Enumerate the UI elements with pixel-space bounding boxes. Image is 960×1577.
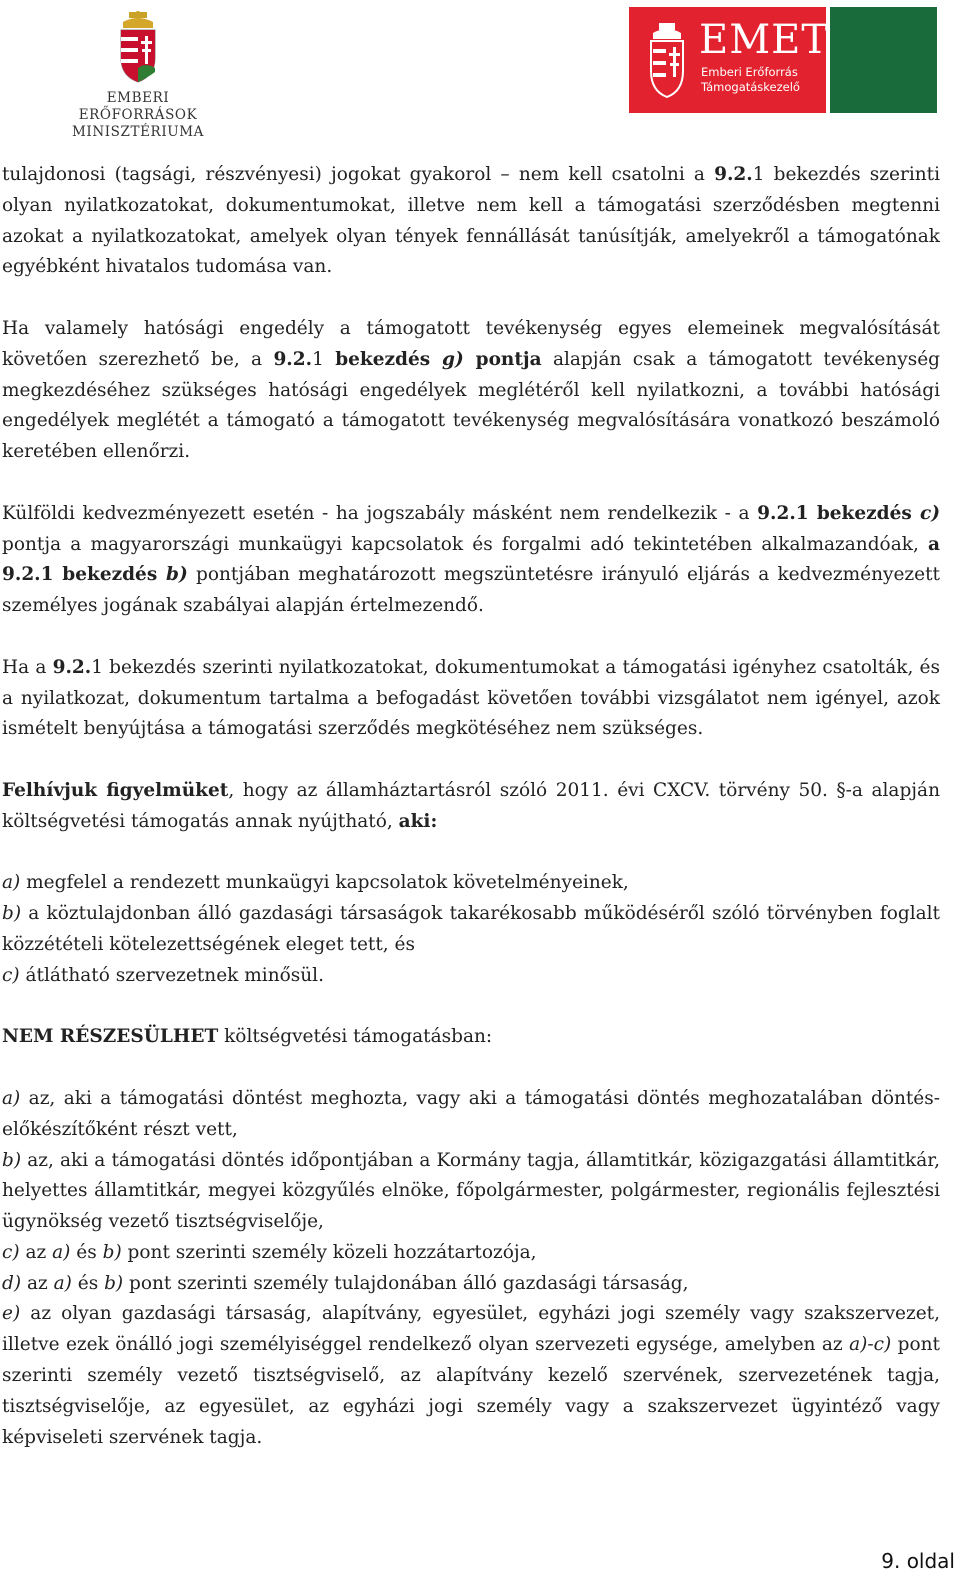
bold-italic-text: g)	[442, 348, 464, 370]
bold-text: 9.2.	[273, 348, 313, 370]
list-text: pont szerinti személy tulajdonában álló gazdasági társaság,	[123, 1272, 689, 1294]
list-item	[2, 1146, 940, 1238]
bold-italic-text: c)	[919, 502, 940, 524]
text: Ha a	[2, 656, 53, 678]
text: Külföldi kedvezményezett esetén - ha jogszabály másként nem rendelkezik - a	[2, 502, 758, 524]
list-text: pont szerinti személy közeli hozzátartozója,	[121, 1241, 537, 1263]
emet-logo-green-block	[830, 7, 937, 113]
list-label: e)	[2, 1303, 21, 1325]
bold-text: Felhívjuk figyelmüket	[2, 779, 229, 801]
list-label: a)	[2, 872, 21, 894]
list-text: és	[71, 1272, 105, 1294]
bold-text: a 9.2.1 bekezdés	[2, 533, 940, 586]
bold-text: 9.2.1 bekezdés	[757, 502, 920, 524]
list-text: átlátható szervezetnek minősül.	[19, 964, 324, 986]
list-label: b)	[2, 903, 22, 925]
text: pontjában meghatározott megszüntetésre irányuló eljárás a kedvezményezett személyes jogának szabályai alapján értelmezendő.	[2, 564, 940, 617]
list-label: b)	[2, 1149, 22, 1171]
paragraph-4	[2, 653, 940, 745]
bold-text: bekezdés	[335, 348, 443, 370]
text: 1 bekezdés szerinti olyan nyilatkozatokat, dokumentumokat, illetve nem kell a támogatási szerződésben megtenni azokat a nyilatkozatokat, amelyek olyan tények fennállását tanúsítják, amelyekről a támogatónak egyébként hivatalos tudomása van.	[2, 164, 940, 278]
list-text: az, aki a támogatási döntést meghozta, vagy aki a támogatási döntés meghozatalában döntés-előkészítőként részt vett,	[2, 1087, 940, 1140]
italic-text: b)	[102, 1241, 122, 1263]
italic-text: a)	[53, 1272, 72, 1294]
list-label: c)	[2, 1241, 20, 1263]
list-label: a)	[2, 1087, 21, 1109]
list-text: a köztulajdonban álló gazdasági társaságok takarékosabb működéséről szóló törvényben foglalt közzétételi kötelezettségének eleget tett, és	[2, 903, 940, 955]
bold-text: pontja	[463, 348, 542, 370]
emet-logo-red-block	[629, 7, 830, 113]
list-item	[2, 1269, 940, 1300]
list-item	[2, 1299, 940, 1453]
text: költségvetési támogatásban:	[218, 1026, 493, 1048]
document-body	[2, 160, 940, 1453]
ministry-name-line1: EMBERI ERŐFORRÁSOK	[78, 90, 198, 123]
list-item	[2, 868, 940, 899]
list-text: az	[19, 1241, 53, 1263]
text: alapján csak a támogatott tevékenység megkezdéséhez szükséges hatósági engedélyek meglétéről kell nyilatkozni, a további hatósági engedélyek meglétét a támogató a támogatott tevékenység megvalósítására vonatkozó beszámoló keretében ellenőrzi.	[2, 348, 940, 463]
text: pontja a magyarországi munkaügyi kapcsolatok és forgalmi adó tekintetében alkalmazandóak,	[2, 533, 928, 555]
emet-subtitle-line2: Támogatáskezelő	[701, 80, 800, 94]
emet-title: EMET	[699, 17, 830, 63]
text: tulajdonosi (tagsági, részvényesi) jogokat gyakorol – nem kell csatolni a	[2, 164, 715, 185]
list-item	[2, 1084, 940, 1146]
emet-logo	[629, 7, 937, 113]
bold-text: aki:	[398, 810, 438, 832]
list-text: pont szerinti személy vezető tisztségviselő, az alapítvány kezelő szervének, szervezetének tagja, tisztségviselője, az egyesület, az egyházi jogi személy vagy a szakszervezet ügyintéző vagy képviseleti szervének tagja.	[2, 1334, 940, 1448]
bold-text: 9.2.	[714, 164, 753, 185]
paragraph-3	[2, 499, 940, 622]
bold-italic-text: b)	[166, 564, 188, 586]
hungarian-coat-of-arms-icon	[115, 10, 161, 86]
list-text: és	[70, 1241, 103, 1263]
text: 1	[312, 348, 336, 370]
list-item	[2, 899, 940, 961]
text: 1 bekezdés szerinti nyilatkozatokat, dokumentumokat a támogatási igényhez csatolták, és a nyilatkozat, dokumentum tartalma a befogadást követően további vizsgálatot nem igényel, azok ismételt benyújtása a támogatási szerződés megkötéséhez nem szükséges.	[2, 656, 940, 740]
paragraph-5	[2, 776, 940, 838]
italic-text: b)	[104, 1272, 124, 1294]
list-item	[2, 961, 940, 992]
list-label: d)	[2, 1272, 22, 1294]
italic-text: a)-c)	[849, 1334, 892, 1356]
ministry-name-line2: MINISZTÉRIUMA	[71, 124, 205, 140]
list-item	[2, 1238, 940, 1269]
text: , hogy az államháztartásról szóló 2011. évi CXCV. törvény 50. §-a alapján költségvetési támogatás annak nyújtható,	[2, 779, 940, 832]
list-text: az olyan gazdasági társaság, alapítvány, egyesület, egyházi jogi személy vagy szakszervezet, illetve ezek önálló jogi személyiséggel rendelkező olyan szervezeti egysége, amelyben az	[2, 1303, 940, 1356]
paragraph-1	[2, 160, 940, 283]
italic-text: a)	[52, 1241, 71, 1263]
ministry-name	[48, 90, 228, 141]
emet-crest-icon	[647, 21, 687, 101]
page-header	[0, 0, 960, 140]
emet-subtitle-line1: Emberi Erőforrás	[701, 65, 798, 79]
page-number: 9. oldal	[881, 1549, 955, 1573]
paragraph-2	[2, 314, 940, 468]
emet-subtitle	[701, 65, 800, 95]
paragraph-6	[2, 1022, 940, 1053]
list-text: megfelel a rendezett munkaügyi kapcsolatok követelményeinek,	[20, 872, 629, 894]
list-label: c)	[2, 964, 20, 986]
text: Ha valamely hatósági engedély a támogatott tevékenység egyes elemeinek megvalósítását követően szerezhető be, a	[2, 317, 940, 370]
bold-text: 9.2.	[52, 656, 92, 678]
ministry-logo	[48, 10, 228, 140]
list-text: az	[21, 1272, 54, 1294]
bold-text: NEM RÉSZESÜLHET	[2, 1026, 219, 1048]
list-text: az, aki a támogatási döntés időpontjában a Kormány tagja, államtitkár, közigazgatási államtitkár, helyettes államtitkár, megyei közgyűlés elnöke, főpolgármester, polgármester, regionális fejlesztési ügynökség vezető tisztségviselője,	[2, 1149, 940, 1233]
